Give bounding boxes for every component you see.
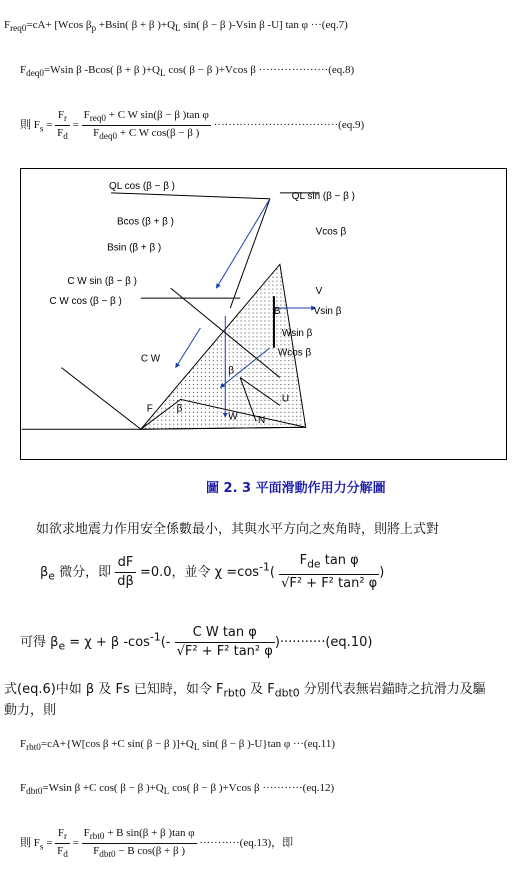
- label-ql-sin: QL sin (β − β ): [291, 190, 355, 202]
- label-v: V: [315, 286, 323, 298]
- force-arrow-ql: [216, 199, 270, 288]
- label-u: U: [281, 393, 290, 405]
- eq10-prefix: 可得 β: [20, 635, 59, 650]
- eq7-rhs: =cA+ [Wcos β: [26, 19, 92, 31]
- para1-chi-text: =0.0，並令 χ =cos: [135, 564, 260, 580]
- label-vcos: Vcos β: [315, 226, 347, 238]
- force-diagram-svg: [21, 169, 506, 459]
- eq9-frac2-num-rest: + C W sin(β − β )tan φ: [106, 109, 209, 121]
- eq8-lhs-sub: deq0: [26, 68, 44, 79]
- base-line: [61, 368, 140, 430]
- eq10-frac-den: √F² + F² tan² φ: [176, 644, 273, 659]
- eq9-frac1-den-sub: d: [63, 131, 68, 142]
- label-wsin: Wsin β: [281, 327, 313, 339]
- para2-line2: 動力，則: [4, 703, 57, 718]
- para1-diff-text: 微分，即: [54, 564, 112, 580]
- para1-line1: 如欲求地震力作用安全係數最小，其與水平方向之夾角時，則將上式對: [36, 522, 440, 537]
- para1-deriv-num: dF: [115, 554, 136, 573]
- eq9-frac1-num: F: [57, 109, 65, 121]
- para1-derivative: [115, 554, 136, 591]
- label-bsin: Bsin (β + β ): [107, 242, 162, 254]
- eq12-tag: ···········(eq.12): [262, 782, 335, 794]
- para2-line1-b: 及 F: [245, 682, 275, 697]
- eq13-frac1-num: F: [57, 827, 65, 839]
- para1-deriv-den: dβ: [117, 573, 134, 589]
- eq10-frac: [175, 624, 275, 661]
- para1-chi-num-rest: tan φ: [320, 553, 359, 568]
- eq11-lhs-sub: rbt0: [26, 742, 41, 753]
- eq7-lhs-sub: req0: [10, 23, 27, 34]
- eq13-prefix-sub: s: [39, 841, 44, 852]
- para2-line1-c: 分別代表無岩錨時之抗滑力及驅: [299, 682, 486, 697]
- equation-9: 則 $F_s$ = $\frac{F_r}{F_d}$ = $\frac{F_{req0} + C W \sin(\beta - \beta )\tan \varphi}{F_{deq0} + C W \cos(\beta - \beta )}$ ··································(eq.9): [20, 109, 365, 142]
- force-arrow-cw: [176, 328, 201, 368]
- para1-chi-den: √F² + F² tan² φ: [281, 575, 378, 591]
- equation-12: $F_{dbt0}=Wsin$ β +C cos( β − β )$+Q_L$ cos( β − β )+Vcos β ···········(eq.12): [20, 782, 335, 797]
- eq7-lhs: F: [4, 19, 11, 31]
- eq9-frac2-num-sub: req0: [89, 113, 106, 124]
- label-bcos: Bcos (β + β ): [117, 216, 174, 228]
- eq13-frac1-num-sub: r: [64, 831, 68, 842]
- label-f: F: [146, 403, 153, 415]
- eq10-prefix-rest: = χ + β -cos: [65, 635, 150, 650]
- eq8-rhs-rest: cos( β − β )+Vcos β: [165, 64, 259, 76]
- para1-chi-sup: -1: [259, 560, 270, 574]
- para1-chi-num: F: [299, 553, 308, 568]
- eq13-frac2: [82, 826, 197, 861]
- para1-line2: $\beta_e$ 微分，即 $\frac{dF}{d\beta}$ =0.0，並令 $\chi =\cos^{-1}$( $\frac{F_{de} \tan \varphi}{\text{√F² + F² tan² φ}}$ ): [40, 553, 385, 591]
- eq9-frac2-den-rest: + C W cos(β − β ): [117, 127, 200, 140]
- eq8-lhs: F: [20, 64, 27, 76]
- eq9-frac2-den: F: [93, 127, 100, 140]
- equation-11: $F_{rbt0}=cA+\{W[\cos$ β +C sin( β − β )]$+Q_L$ sin( β − β )-U}tan φ ···(eq.11): [20, 738, 335, 753]
- label-wcos: Wcos β: [277, 347, 312, 359]
- figure-caption: 圖 2. 3 平面滑動作用力分解圖: [206, 481, 386, 496]
- equation-13: 則 $F_s$ = $\frac{F_r}{F_d}$ = $\frac{F_{rbt0} + B \sin(\beta + \beta )\tan \varphi}{F_{dbt0} - B \cos(\beta + \beta )}$ ···········(eq.13)，即: [20, 827, 294, 860]
- eq13-frac2-den: F: [93, 845, 100, 858]
- eq13-frac1: [55, 826, 70, 861]
- eq9-frac1-num-sub: r: [64, 113, 68, 124]
- eq12-rhs-rest: cos( β − β )+Vcos β: [169, 782, 263, 794]
- eq11-rhs-rest: sin( β − β )-U}tan φ: [199, 738, 293, 750]
- eq8-rhs: =Wsin β -Bcos( β + β )+Q: [43, 64, 160, 76]
- label-ql-cos: QL cos (β − β ): [109, 180, 175, 192]
- eq9-frac1: [55, 108, 70, 143]
- label-vsin: Vsin β: [313, 306, 342, 317]
- para2-line1-a: 式(eq.6)中如 β 及 Fs 已知時，如令 F: [4, 682, 224, 697]
- eq13-frac2-num: F: [83, 827, 90, 839]
- label-cwcos: C W cos (β − β ): [49, 296, 122, 308]
- eq10-frac-num: C W tan φ: [175, 624, 275, 643]
- eq13-frac2-den-rest: − B cos(β + β ): [115, 845, 186, 858]
- label-w: W: [228, 411, 238, 423]
- eq8-tag: ···················(eq.8): [258, 64, 355, 76]
- para1-chi-frac: $\frac{F_{de} \tan \varphi}{\text{√F² + F² tan² φ}}$: [281, 553, 378, 591]
- eq12-lhs: F: [20, 782, 27, 794]
- equation-10: 可得 $\beta_e = \chi + \beta$ $-\cos^{-1}(-$ $\frac{\text{C W tan φ}}{\text{√F² + F² tan² φ}}$ )···········(eq.10): [20, 625, 373, 659]
- eq13-frac2-num-sub: rbt0: [89, 831, 105, 842]
- equation-8: $F_{deq0}=Wsin$ β -Bcos( β + β )$+Q_L$ cos( β − β )+Vcos β ···················(eq.8): [20, 64, 355, 79]
- label-beta-i: β: [176, 403, 183, 415]
- eq12-rhs: =Wsin β +C cos( β − β )+Q: [42, 782, 164, 794]
- eq13-frac1-den-sub: d: [63, 849, 68, 860]
- eq13-frac2-num-rest: + B sin(β + β )tan φ: [104, 827, 195, 839]
- eq11-rhs: =cA+{W[cos β +C sin( β − β )]+Q: [40, 738, 194, 750]
- para1-beta: β: [40, 564, 49, 580]
- label-beta-p: β: [228, 365, 234, 377]
- eq7-rhs-rest2: sin( β − β )-Vsin β -U] tan φ: [180, 19, 311, 31]
- eq13-frac2-den-sub: dbt0: [99, 849, 116, 860]
- label-cw: C W: [140, 353, 161, 365]
- eq12-lhs-sub: dbt0: [26, 786, 43, 797]
- eq9-frac1-den: F: [57, 127, 64, 140]
- eq13-frac1-den: F: [57, 845, 64, 858]
- force-decomposition-figure: [20, 168, 507, 460]
- eq9-frac2-num: F: [83, 109, 90, 121]
- eq13-tag: ···········(eq.13)，即: [199, 837, 294, 850]
- eq9-frac2: [82, 108, 211, 143]
- eq11-tag: ···(eq.11): [292, 738, 335, 750]
- eq10-tag: ···········(eq.10): [279, 635, 373, 650]
- label-b: B: [273, 306, 281, 317]
- eq9-prefix-sub: s: [39, 123, 44, 134]
- label-n: N: [258, 415, 266, 427]
- eq9-prefix: 則 F: [20, 119, 40, 132]
- label-leader-ql: [111, 193, 270, 199]
- eq9-tag: ··································(eq.9): [213, 119, 365, 132]
- para2-line1: 式(eq.6)中如 β 及 Fs 已知時，如令 $F_{rbt0}$ 及 $F_{dbt0}$ 分別代表無岩錨時之抗滑力及驅: [4, 682, 486, 700]
- eq7-tag: ···(eq.7): [310, 19, 348, 31]
- eq9-frac2-den-sub: deq0: [99, 131, 118, 142]
- eq7-rhs-rest: +Bsin( β + β )+Q: [96, 19, 176, 31]
- eq11-lhs: F: [20, 738, 27, 750]
- equation-7: $F_{req0}=cA+ [Wcos$ $\beta_p +Bsin$( β + β )$+Q_L$ sin( β − β )-Vsin β -U] tan φ ···(eq.7): [4, 19, 348, 34]
- eq13-prefix: 則 F: [20, 837, 40, 850]
- label-cwsin: C W sin (β − β ): [67, 276, 137, 288]
